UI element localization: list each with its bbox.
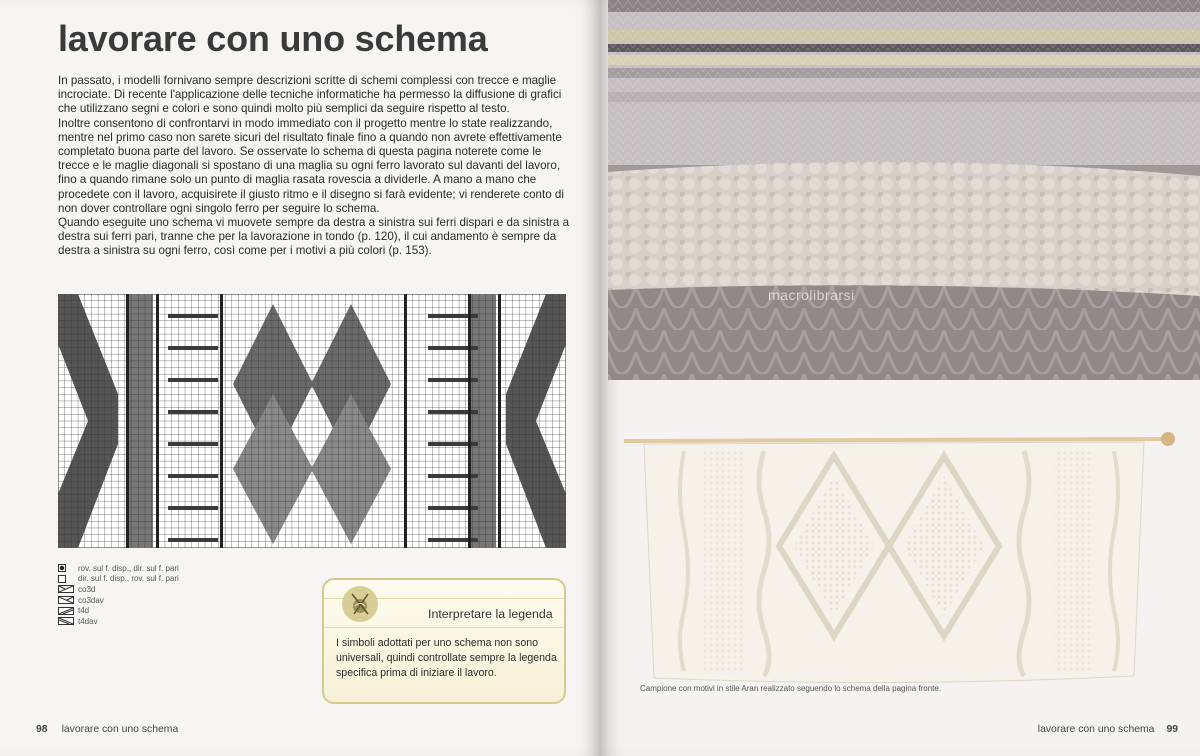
watermark: macrolibrarsi (768, 287, 855, 303)
legend-item (58, 574, 179, 585)
dot-square-icon (58, 564, 78, 572)
running-header: lavorare con uno schema (1037, 724, 1155, 735)
legend-item (58, 616, 179, 627)
right-page (600, 0, 1200, 756)
paragraph-2: Inoltre consentono di confrontarvi in modo immediato con il progetto mentre lo state realizzando, mentre nel primo caso non sarete sicuri del risultato finale fino a quando non avrete effettivamente completato buona parte del lavoro. Se osservate lo schema di questa pagina noterete come le trecce e le maglie diagonali si spostano di una maglia su ogni ferro lavorato sul davanti del lavoro, fino a quando rimane solo un punto di maglia rasata rovescia a dividerle. A mano a mano che procedete con il lavoro, acquisirete il giusto ritmo e il disegno si farà evidente; vi renderete conto di non dover controllare ogni singolo ferro per seguire lo schema. (58, 116, 564, 215)
knitting-chart (58, 294, 566, 548)
cross-right-icon (58, 585, 78, 593)
paragraph-1: In passato, i modelli fornivano sempre descrizioni scritte di schemi complessi con trecce e maglie incrociate. Di recente l'applicazione delle tecniche informatiche ha permesso la diffusione di grafici che utilizzano segni e colori e sono quindi molto più semplici da seguire rispetto al testo. (58, 74, 562, 116)
folio-left (36, 724, 178, 735)
legend-item (58, 563, 179, 574)
legend-label: rov. sul f. disp., dir. sul f. pari (78, 563, 179, 573)
page-title: lavorare con uno schema (58, 18, 488, 59)
legend-item (58, 605, 179, 616)
folio-right (1038, 724, 1178, 735)
sweater-stack-photo (608, 0, 1200, 380)
body-text (58, 74, 570, 259)
page-number: 98 (36, 724, 48, 735)
legend-label: t4d (78, 606, 90, 616)
tip-text: I simboli adottati per uno schema non sono universali, quindi controllate sempre la legenda specifica prima di iniziare il lavoro. (336, 637, 557, 680)
empty-square-icon (58, 575, 78, 583)
page-number: 99 (1166, 724, 1178, 735)
knitting-chart-grid (58, 294, 566, 548)
legend-item (58, 595, 179, 606)
cross-left-icon (58, 596, 78, 604)
paragraph-3: Quando eseguite uno schema vi muovete sempre da destra a sinistra sui ferri dispari e da sinistra a destra sui ferri pari, tranne che per la lavorazione in tondo (p. 120), il cui andamento è sempre da destra a sinistra su ogni ferro, così come per i motivi a più colori (p. 153). (58, 216, 570, 258)
legend-label: co3d (78, 584, 96, 594)
twist-left-icon (58, 617, 78, 625)
tip-title: Interpretare la legenda (428, 607, 553, 621)
knitting-needles-icon (342, 586, 378, 622)
tip-box (322, 578, 566, 704)
legend-label: co3dav (78, 595, 104, 605)
photo-caption: Campione con motivi in stile Aran realizzato seguendo lo schema della pagina fronte. (640, 684, 942, 693)
chart-legend (58, 563, 179, 627)
legend-label: t4dav (78, 616, 98, 626)
legend-label: dir. sul f. disp., rov. sul f. pari (78, 574, 179, 584)
legend-item (58, 584, 179, 595)
running-header: lavorare con uno schema (61, 724, 179, 735)
twist-right-icon (58, 607, 78, 615)
aran-swatch-photo (624, 426, 1182, 688)
